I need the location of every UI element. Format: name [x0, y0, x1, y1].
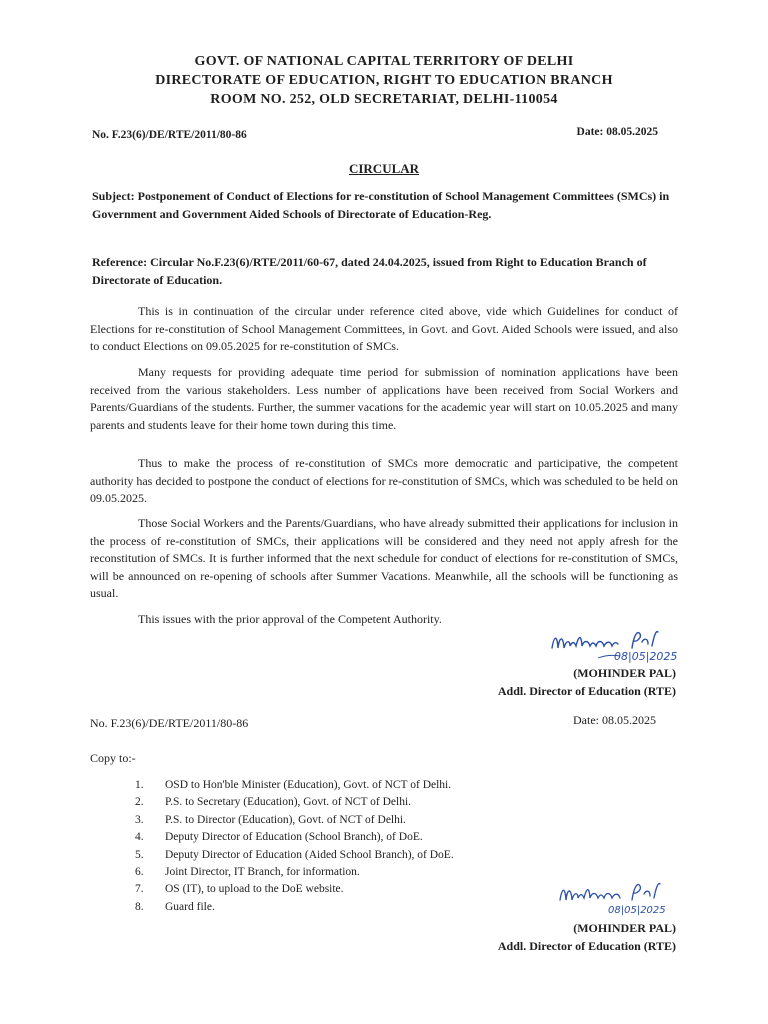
handwritten-signature [556, 880, 696, 920]
body-paragraph: Those Social Workers and the Parents/Guardians, who have already submitted their applications for inclusion in the process of re-constitution of SMCs, their applications will be considered and they need not apply afresh for the reconstitution of SMCs. It is further informed that the next schedule for conduct of elections for re-constitution of SMCs, will be announced on re-opening of schools after Summer Vacations. Meanwhile, all the schools will be functioning as usual. [90, 516, 678, 600]
signatory-designation: Addl. Director of Education (RTE) [497, 939, 676, 953]
letterhead [0, 52, 768, 109]
reference-block [92, 253, 677, 289]
list-item: 2. P.S. to Secretary (Education), Govt. of NCT of Delhi. [135, 796, 412, 809]
body-paragraph: This is in continuation of the circular under reference cited above, vide which Guidelines for conduct of Elections for re-constitution of School Management Committees, in Govt. and Govt. Aided Schools were issued, and also to conduct Elections on 09.05.2025 for re-constitution of SMCs. [90, 304, 678, 353]
signatory-name: (MOHINDER PAL) [573, 921, 676, 935]
document-title [0, 161, 768, 177]
reference-number: No. F.23(6)/DE/RTE/2011/80-86 [92, 129, 247, 141]
subject-label: Subject: [92, 189, 135, 203]
handwritten-signature [548, 626, 698, 668]
list-item: 6. Joint Director, IT Branch, for information. [135, 865, 360, 878]
circular-heading: CIRCULAR [348, 161, 420, 176]
svg-text:08|05|2025: 08|05|2025 [614, 650, 678, 663]
copy-to-list [135, 777, 454, 916]
list-item: 3. P.S. to Director (Education), Govt. of NCT of Delhi. [135, 813, 406, 826]
subject-block [92, 187, 677, 223]
svg-text:08|05|2025: 08|05|2025 [608, 905, 666, 916]
signatory-block [498, 664, 676, 700]
list-item: 5. Deputy Director of Education (Aided School Branch), of DoE. [135, 848, 454, 861]
signatory-block-copy [498, 919, 676, 955]
copy-to-label: Copy to:- [90, 751, 136, 765]
letterhead-line-3: ROOM NO. 252, OLD SECRETARIAT, DELHI-110054 [210, 92, 558, 107]
copy-reference-number: No. F.23(6)/DE/RTE/2011/80-86 [90, 716, 249, 730]
copy-reference-date: Date: 08.05.2025 [573, 713, 656, 727]
list-item: 8. Guard file. [135, 900, 215, 913]
signatory-name: (MOHINDER PAL) [573, 666, 676, 680]
reference-text: Circular No.F.23(6)/RTE/2011/60-67, dated 24.04.2025, issued from Right to Education Branch of Directorate of Education. [92, 255, 647, 287]
letterhead-line-1: GOVT. OF NATIONAL CAPITAL TERRITORY OF DELHI [194, 54, 574, 69]
body-paragraph: Many requests for providing adequate time period for submission of nomination applications have been received from the various stakeholders. Less number of applications have been received from Social Workers and Parents/Guardians of the students. Further, the summer vacations for the academic year will start on 10.05.2025 and many parents and students leave for their home town during this time. [90, 365, 678, 432]
reference-label: Reference: [92, 255, 148, 269]
body-paragraph: Thus to make the process of re-constitution of SMCs more democratic and participative, the competent authority has decided to postpone the conduct of elections for re-constitution of SMCs, which was scheduled to be held on 09.05.2025. [90, 456, 678, 505]
list-item: 1. OSD to Hon'ble Minister (Education), Govt. of NCT of Delhi. [135, 779, 452, 791]
signatory-designation: Addl. Director of Education (RTE) [497, 684, 676, 698]
list-item: 4. Deputy Director of Education (School Branch), of DoE. [135, 831, 423, 844]
list-item: 7. OS (IT), to upload to the DoE website. [135, 883, 344, 896]
body-paragraph: This issues with the prior approval of the Competent Authority. [138, 612, 442, 626]
letterhead-line-2: DIRECTORATE OF EDUCATION, RIGHT TO EDUCATION BRANCH [155, 73, 613, 88]
reference-date: Date: 08.05.2025 [576, 126, 658, 138]
subject-text: Postponement of Conduct of Elections for re-constitution of School Management Committees (SMCs) in Government and Government Aided Schools of Directorate of Education-Reg. [92, 189, 670, 221]
